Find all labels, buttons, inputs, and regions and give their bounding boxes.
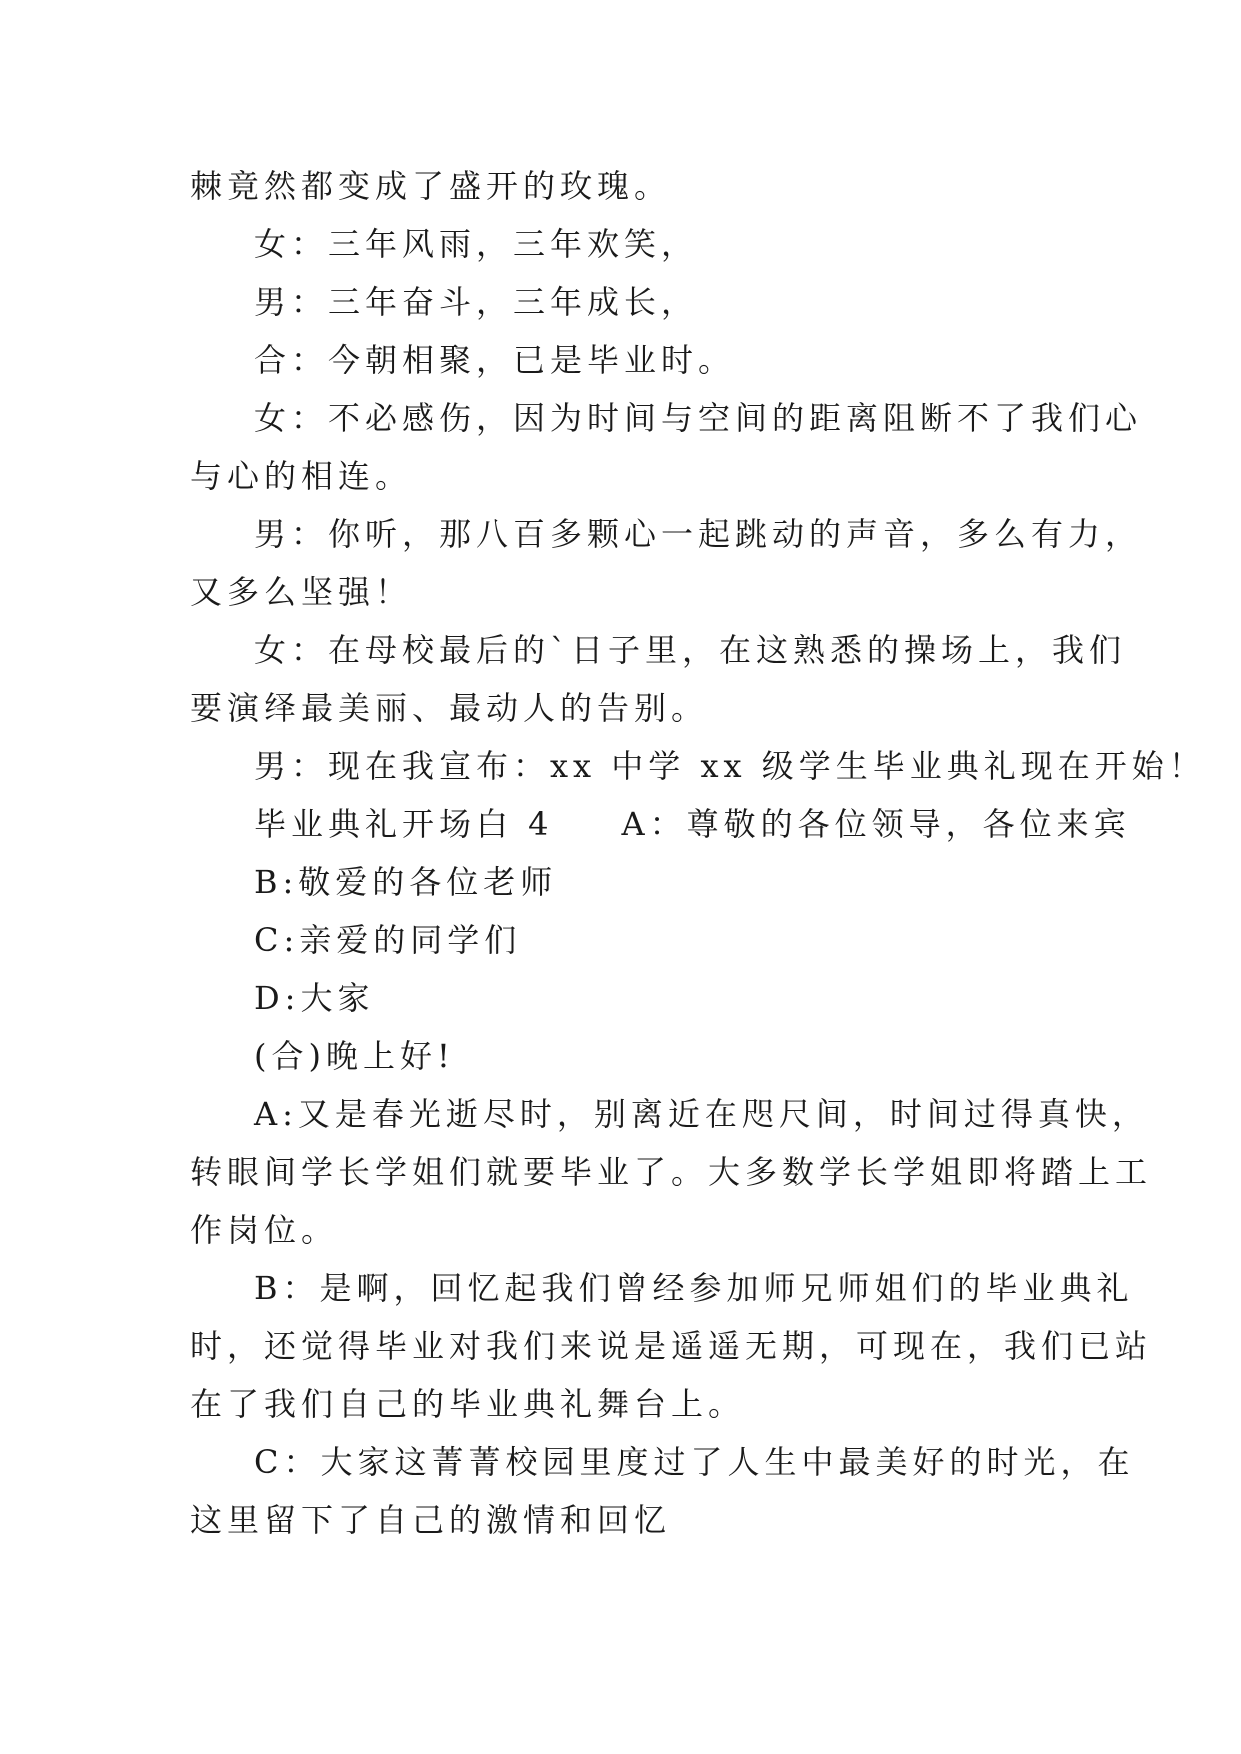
text-line: 女：在母校最后的`日子里，在这熟悉的操场上，我们: [254, 631, 1127, 669]
text-line: 与心的相连。: [190, 457, 413, 495]
text-line: 又多么坚强！: [190, 573, 413, 611]
text-line: 男：你听，那八百多颗心一起跳动的声音，多么有力，: [254, 515, 1143, 553]
text-line: 这里留下了自己的激情和回忆: [190, 1501, 672, 1539]
text-segment: A：尊敬的各位领导，各位来宾: [621, 805, 1131, 843]
text-line: 在了我们自己的毕业典礼舞台上。: [190, 1385, 746, 1423]
text-line: 男：现在我宣布：xx 中学 xx 级学生毕业典礼现在开始！: [254, 747, 1206, 785]
text-line: 时，还觉得毕业对我们来说是遥遥无期，可现在，我们已站: [190, 1327, 1153, 1365]
document-body: [190, 157, 1206, 1549]
section-heading: 毕业典礼开场白 4: [254, 805, 554, 843]
text-line: B：是啊，回忆起我们曾经参加师兄师姐们的毕业典礼: [254, 1269, 1134, 1307]
section-heading-line: [190, 795, 1131, 853]
text-line: 女：不必感伤，因为时间与空间的距离阻断不了我们心: [254, 399, 1143, 437]
text-line: 男：三年奋斗，三年成长，: [254, 283, 699, 321]
text-line: A:又是春光逝尽时，别离近在咫尺间，时间过得真快，: [254, 1095, 1149, 1133]
text-line: (合)晚上好!: [254, 1037, 455, 1075]
text-line: 合：今朝相聚，已是毕业时。: [254, 341, 736, 379]
text-line: C：大家这菁菁校园里度过了人生中最美好的时光，在: [254, 1443, 1135, 1481]
text-line: D:大家: [254, 979, 375, 1017]
text-line: C:亲爱的同学们: [254, 921, 522, 959]
text-line: 转眼间学长学姐们就要毕业了。大多数学长学姐即将踏上工: [190, 1153, 1153, 1191]
text-line: 要演绎最美丽、最动人的告别。: [190, 689, 709, 727]
text-line: B:敬爱的各位老师: [254, 863, 558, 901]
text-line: 棘竟然都变成了盛开的玫瑰。: [190, 167, 672, 205]
text-line: 作岗位。: [190, 1211, 339, 1249]
text-line: 女：三年风雨，三年欢笑，: [254, 225, 699, 263]
